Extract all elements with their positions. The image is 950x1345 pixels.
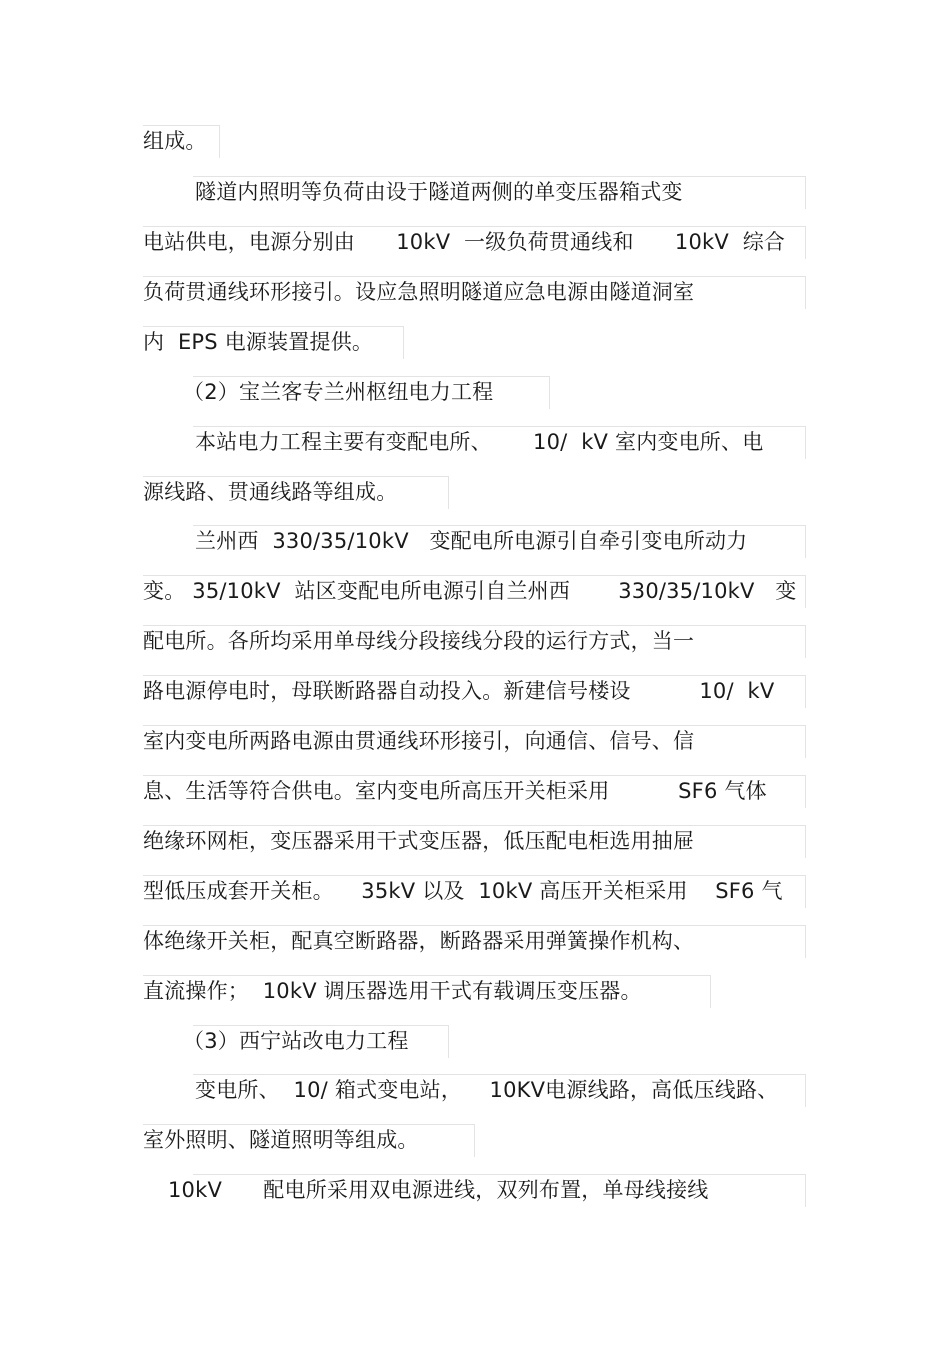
text-line: 室外照明、隧道照明等组成。 [143,1128,419,1152]
text-line: 配电所。各所均采用单母线分段接线分段的运行方式，当一 [143,629,695,653]
text-line: 隧道内照明等负荷由设于隧道两侧的单变压器箱式变 [195,180,683,204]
text-line: 源线路、贯通线路等组成。 [143,480,398,504]
text-line: 体绝缘开关柜，配真空断路器，断路器采用弹簧操作机构、 [143,929,695,953]
text-line: 10kV 配电所采用双电源进线，双列布置，单母线接线 [168,1178,709,1202]
text-line: 变电所、 10/ 箱式变电站， 10KV电源线路，高低压线路、 [195,1078,779,1102]
text-line: 路电源停电时，母联断路器自动投入。新建信号楼设 10/ kV [143,679,775,703]
text-line: 型低压成套开关柜。 35kV 以及 10kV 高压开关柜采用 SF6 气 [143,879,783,903]
section-heading: （2）宝兰客专兰州枢纽电力工程 [183,380,494,404]
text-line: 息、生活等符合供电。室内变电所高压开关柜采用 SF6 气体 [143,779,767,803]
text-line: 内 EPS 电源装置提供。 [143,330,374,354]
text-line: 直流操作； 10kV 调压器选用干式有载调压变压器。 [143,979,642,1003]
section-heading: （3）西宁站改电力工程 [183,1029,409,1053]
text-line: 组成。 [143,129,207,153]
text-line: 变。 35/10kV 站区变配电所电源引自兰州西 330/35/10kV 变 [143,579,797,603]
text-line: 绝缘环网柜，变压器采用干式变压器，低压配电柜选用抽屉 [143,829,695,853]
text-line: 本站电力工程主要有变配电所、 10/ kV 室内变电所、电 [195,430,764,454]
text-line: 室内变电所两路电源由贯通线环形接引，向通信、信号、信 [143,729,695,753]
text-line: 兰州西 330/35/10kV 变配电所电源引自牵引变电所动力 [195,529,748,553]
text-line: 电站供电，电源分别由 10kV 一级负荷贯通线和 10kV 综合 [143,230,786,254]
text-line: 负荷贯通线环形接引。设应急照明隧道应急电源由隧道洞室 [143,280,695,304]
